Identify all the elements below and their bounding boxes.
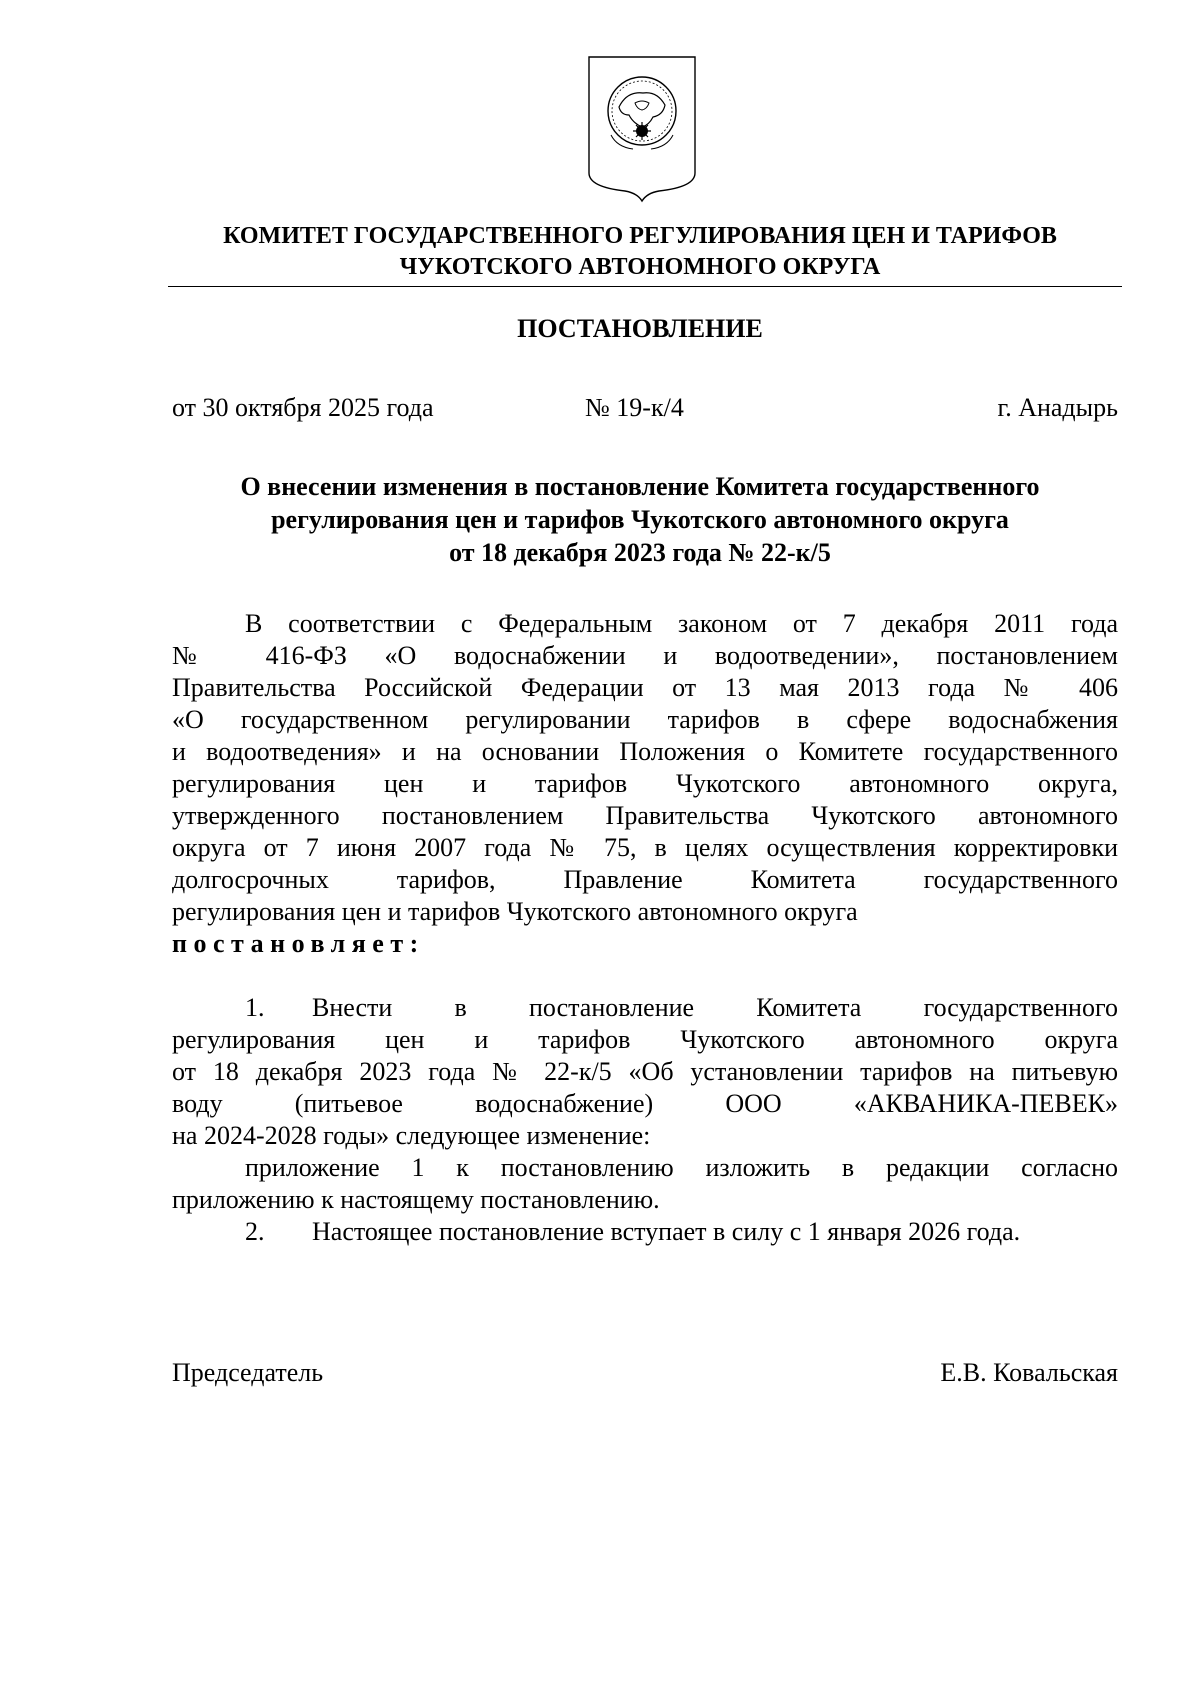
organization-name-line2: ЧУКОТСКОГО АВТОНОМНОГО ОКРУГА — [399, 254, 881, 280]
coat-of-arms-emblem — [587, 55, 697, 203]
header-divider — [168, 286, 1122, 287]
document-number: № 19-к/4 — [585, 393, 684, 422]
preamble-line: «О государственном регулировании тарифов в сфере водоснабжения — [172, 705, 1118, 734]
item-line: Внести в постановление Комитета государственного — [312, 993, 1118, 1022]
document-type: ПОСТАНОВЛЕНИЕ — [517, 314, 763, 343]
document-place: г. Анадырь — [997, 393, 1118, 422]
item-line: от 18 декабря 2023 года № 22-к/5 «Об установлении тарифов на питьевую — [172, 1057, 1118, 1086]
document-title-line: О внесении изменения в постановление Комитета государственного — [240, 472, 1040, 501]
document-title-line: от 18 декабря 2023 года № 22-к/5 — [449, 538, 831, 567]
preamble-line: регулирования цен и тарифов Чукотского автономного округа, — [172, 769, 1118, 798]
preamble-line: В соответствии с Федеральным законом от 7 декабря 2011 года — [245, 609, 1118, 638]
signer-position: Председатель — [172, 1358, 324, 1387]
signer-name: Е.В. Ковальская — [940, 1358, 1118, 1387]
preamble-line: утвержденного постановлением Правительства Чукотского автономного — [172, 801, 1118, 830]
item-line: на 2024-2028 годы» следующее изменение: — [172, 1121, 651, 1150]
preamble-line: долгосрочных тарифов, Правление Комитета государственного — [172, 865, 1118, 894]
document-title-line: регулирования цен и тарифов Чукотского автономного округа — [271, 505, 1009, 534]
preamble-line: регулирования цен и тарифов Чукотского автономного округа — [172, 897, 858, 926]
star-icon — [633, 122, 651, 140]
item-sub-line: приложение 1 к постановлению изложить в редакции согласно — [245, 1153, 1118, 1182]
item-line: регулирования цен и тарифов Чукотского автономного округа — [172, 1025, 1118, 1054]
item-sub-line: приложению к настоящему постановлению. — [172, 1185, 660, 1214]
item-number: 2. — [245, 1217, 265, 1246]
item-line: воду (питьевое водоснабжение) ООО «АКВАНИКА-ПЕВЕК» — [172, 1089, 1118, 1118]
decree-word: постановляет: — [172, 929, 425, 958]
item-number: 1. — [245, 993, 265, 1022]
preamble-line: и водоотведения» и на основании Положения о Комитете государственного — [172, 737, 1118, 766]
document-date: от 30 октября 2025 года — [172, 393, 434, 422]
preamble-line: округа от 7 июня 2007 года № 75, в целях осуществления корректировки — [172, 833, 1118, 862]
preamble-line: № 416-ФЗ «О водоснабжении и водоотведении», постановлением — [172, 641, 1118, 670]
preamble-line: Правительства Российской Федерации от 13 мая 2013 года № 406 — [172, 673, 1118, 702]
item-line: Настоящее постановление вступает в силу с 1 января 2026 года. — [312, 1217, 1021, 1246]
organization-name-line1: КОМИТЕТ ГОСУДАРСТВЕННОГО РЕГУЛИРОВАНИЯ ЦЕН И ТАРИФОВ — [223, 223, 1057, 249]
